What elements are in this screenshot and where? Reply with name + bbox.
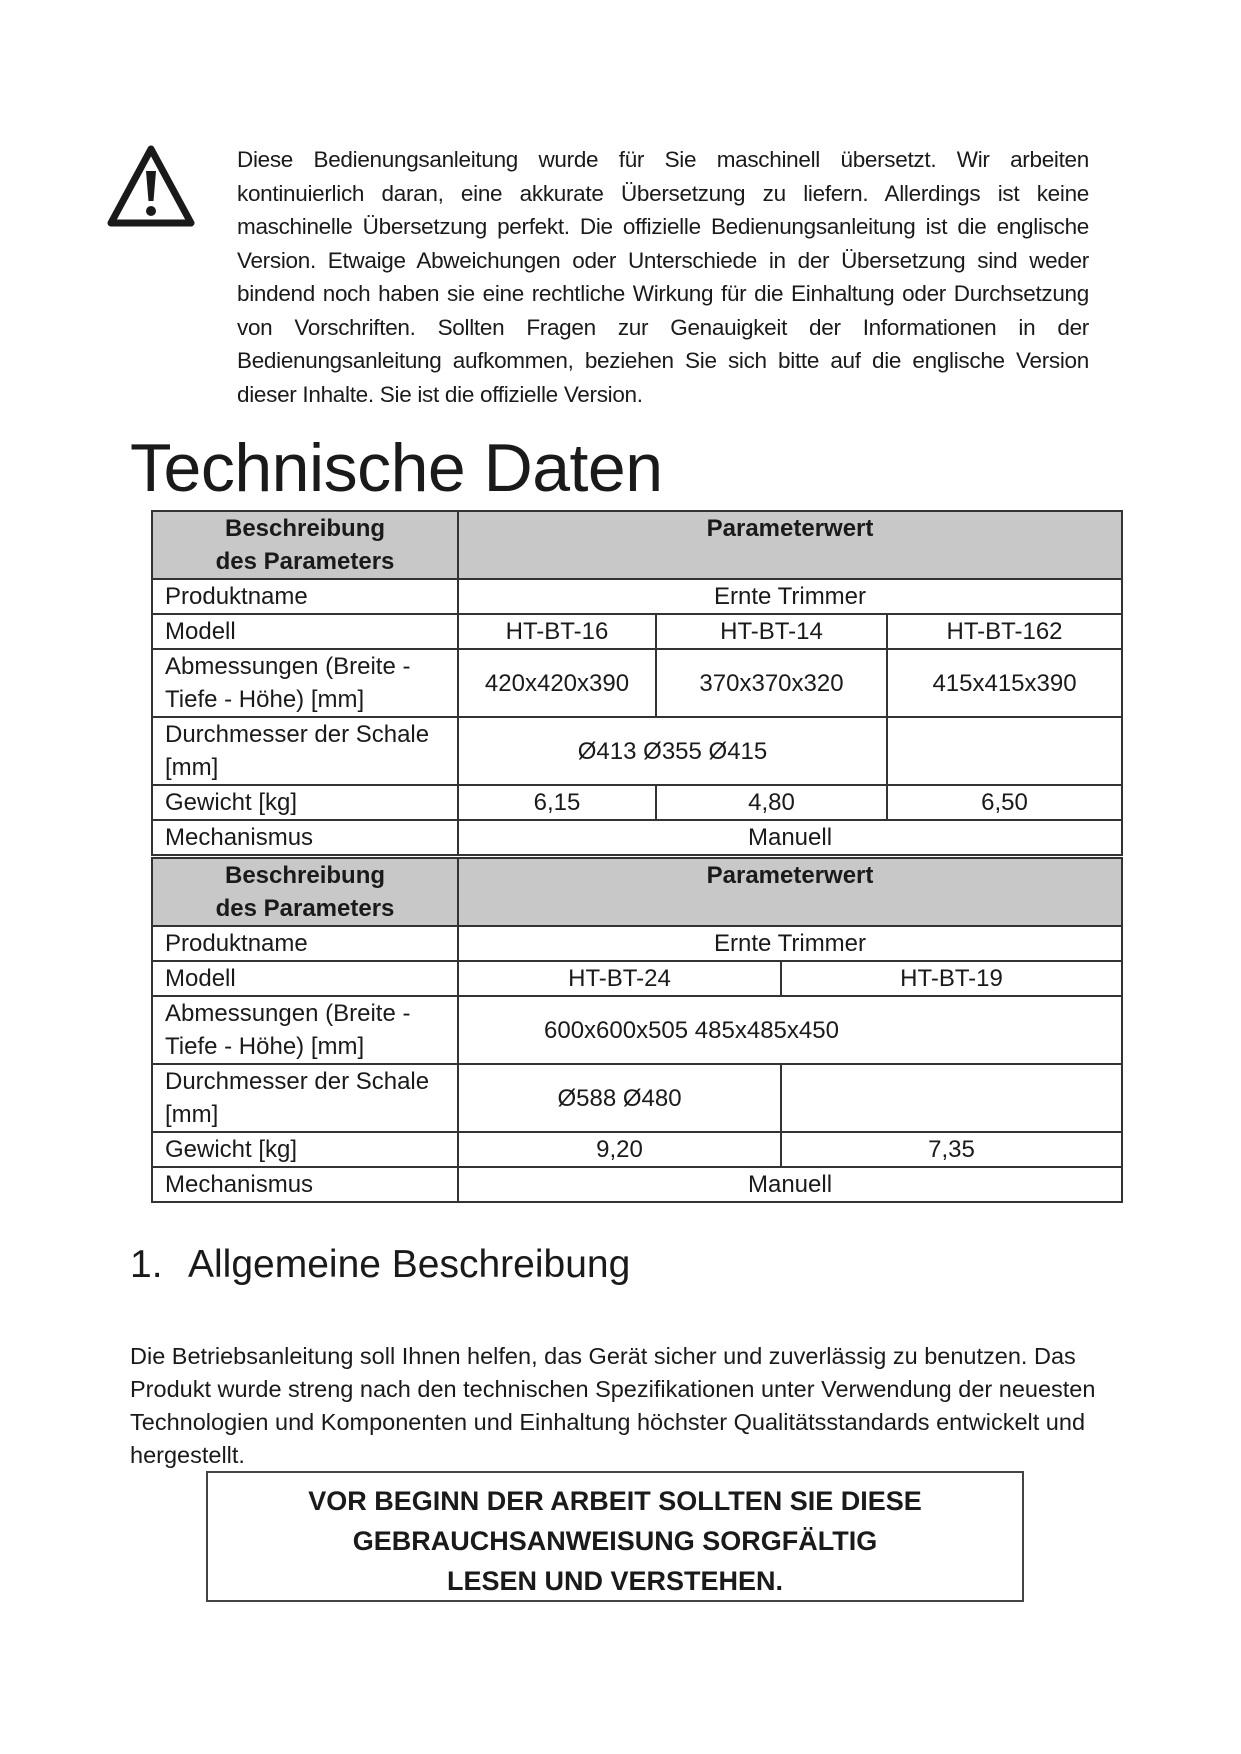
header-description: Beschreibung des Parameters: [152, 511, 458, 579]
dimension-cell: 420x420x390: [458, 649, 656, 717]
dimension-cell: 370x370x320: [656, 649, 887, 717]
model-cell: HT-BT-16: [458, 614, 656, 649]
table-row: [152, 1064, 1122, 1132]
table-row: [152, 1132, 1122, 1167]
row-label-mechanism: Mechanismus: [152, 820, 458, 855]
translation-disclaimer: Diese Bedienungsanleitung wurde für Sie maschinell übersetzt. Wir arbeiten kontinuierlich daran, eine akkurate Übersetzung zu liefern. Allerdings ist keine maschinelle Übersetzung perfekt. Die offizielle Bedienungsanleitung ist die englische Version. Etwaige Abweichungen oder Unterschiede in der Übersetzung sind weder bindend noch haben sie eine rechtliche Wirkung für die Einhaltung oder Durchsetzung von Vorschriften. Sollten Fragen zur Genauigkeit der Informationen in der Bedienungsanleitung aufkommen, beziehen Sie sich bitte auf die englische Version dieser Inhalte. Sie ist die offizielle Version.: [237, 147, 1089, 407]
mechanism-value: Manuell: [458, 820, 1122, 855]
notice-line: LESEN UND VERSTEHEN.: [446, 1566, 784, 1596]
weight-cell: 9,20: [458, 1132, 781, 1167]
dimensions-value: 600x600x505 485x485x450: [458, 996, 1122, 1064]
empty-cell: [781, 1064, 1122, 1132]
section-heading: [130, 1240, 630, 1290]
model-cell: HT-BT-24: [458, 961, 781, 996]
table-row: [152, 996, 1122, 1064]
row-label-diameter: Durchmesser der Schale [mm]: [152, 1064, 458, 1132]
model-cell: HT-BT-162: [887, 614, 1122, 649]
diameter-value: Ø413 Ø355 Ø415: [458, 717, 887, 785]
table-header-row: [152, 858, 1122, 926]
row-label-model: Modell: [152, 614, 458, 649]
table-header-row: [152, 511, 1122, 579]
weight-cell: 6,50: [887, 785, 1122, 820]
empty-cell: [887, 717, 1122, 785]
page-title: Technische Daten: [130, 430, 663, 506]
row-label-product: Produktname: [152, 926, 458, 961]
row-label-product: Produktname: [152, 579, 458, 614]
header-description: Beschreibung des Parameters: [152, 858, 458, 926]
row-label-weight: Gewicht [kg]: [152, 1132, 458, 1167]
model-cell: HT-BT-19: [781, 961, 1122, 996]
row-label-model: Modell: [152, 961, 458, 996]
mechanism-value: Manuell: [458, 1167, 1122, 1202]
row-label-dimensions: Abmessungen (Breite - Tiefe - Höhe) [mm]: [152, 649, 458, 717]
warning-triangle-icon: [106, 143, 196, 229]
dimension-cell: 415x415x390: [887, 649, 1122, 717]
weight-cell: 7,35: [781, 1132, 1122, 1167]
notice-line: VOR BEGINN DER ARBEIT SOLLTEN SIE DIESE: [308, 1486, 922, 1516]
table-row: [152, 579, 1122, 614]
product-name-value: Ernte Trimmer: [458, 579, 1122, 614]
table-row: [152, 820, 1122, 855]
section-number: 1.: [130, 1243, 163, 1286]
section-paragraph: Die Betriebsanleitung soll Ihnen helfen, das Gerät sicher und zuverlässig zu benutzen. Das Produkt wurde streng nach den technischen Spezifikationen unter Verwendung der neuesten Technologien und Komponenten und Einhaltung höchster Qualitätsstandards entwickelt und hergestellt.: [130, 1343, 1096, 1468]
table-row: [152, 1167, 1122, 1202]
row-label-mechanism: Mechanismus: [152, 1167, 458, 1202]
table-row: [152, 785, 1122, 820]
row-label-weight: Gewicht [kg]: [152, 785, 458, 820]
table-row: [152, 926, 1122, 961]
spec-table-2: [151, 857, 1123, 1203]
product-name-value: Ernte Trimmer: [458, 926, 1122, 961]
table-row: [152, 614, 1122, 649]
header-value: Parameterwert: [458, 511, 1122, 579]
table-row: [152, 649, 1122, 717]
notice-box: [206, 1471, 1024, 1602]
row-label-diameter: Durchmesser der Schale [mm]: [152, 717, 458, 785]
section-title: Allgemeine Beschreibung: [188, 1243, 631, 1286]
spec-table-1: [151, 510, 1123, 856]
diameter-value: Ø588 Ø480: [458, 1064, 781, 1132]
notice-line: GEBRAUCHSANWEISUNG SORGFÄLTIG: [352, 1526, 878, 1556]
model-cell: HT-BT-14: [656, 614, 887, 649]
weight-cell: 6,15: [458, 785, 656, 820]
table-row: [152, 717, 1122, 785]
weight-cell: 4,80: [656, 785, 887, 820]
header-value: Parameterwert: [458, 858, 1122, 926]
row-label-dimensions: Abmessungen (Breite - Tiefe - Höhe) [mm]: [152, 996, 458, 1064]
table-row: [152, 961, 1122, 996]
